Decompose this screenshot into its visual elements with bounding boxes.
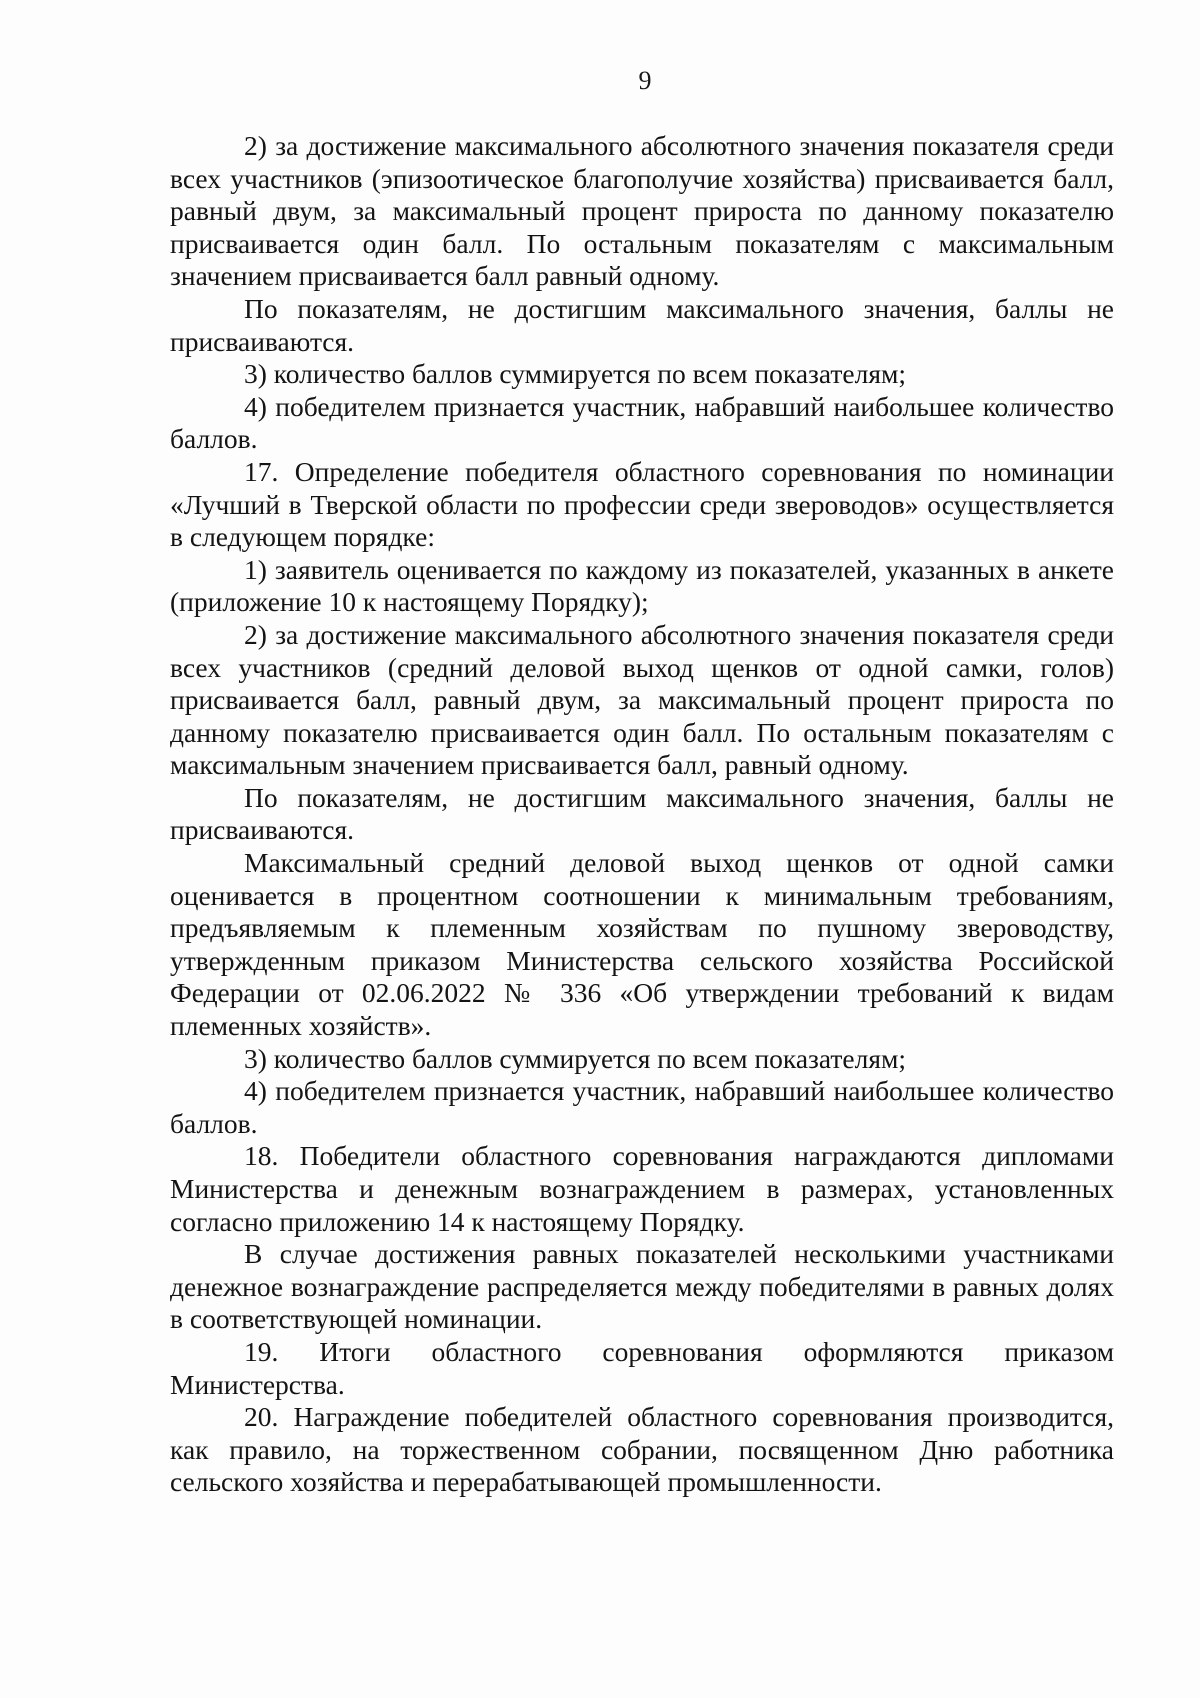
paragraph: По показателям, не достигшим максимального значения, баллы не присваиваются. [170,292,1114,357]
paragraph: 3) количество баллов суммируется по всем показателям; [244,358,907,390]
document-body [170,130,1114,1499]
page-number: 9 [638,66,652,95]
paragraph: 3) количество баллов суммируется по всем показателям; [244,1042,907,1074]
paragraph: 4) победителем признается участник, набравший наибольшее количество баллов. [170,1075,1114,1139]
paragraph: 17. Определение победителя областного соревнования по номинации «Лучший в Тверской области по профессии среди звероводов» осуществляется в следующем порядке: [170,455,1114,553]
paragraph: 4) победителем признается участник, набравший наибольшее количество баллов. [170,390,1114,455]
paragraph: В случае достижения равных показателей несколькими участниками денежное вознаграждение распределяется между победителями в равных долях в соответствующей номинации. [170,1238,1114,1335]
paragraph: 1) заявитель оценивается по каждому из показателей, указанных в анкете (приложение 10 к настоящему Порядку); [170,553,1114,618]
paragraph: 19. Итоги областного соревнования оформляются приказом Министерства. [170,1335,1114,1400]
paragraph: По показателям, не достигшим максимального значения, баллы не присваиваются. [170,781,1114,846]
paragraph: 18. Победители областного соревнования награждаются дипломами Министерства и денежным вознаграждением в размерах, установленных согласно приложению 14 к настоящему Порядку. [170,1140,1114,1237]
paragraph: 20. Награждение победителей областного соревнования производится, как правило, на торжественном собрании, посвященном Дню работника сельского хозяйства и перерабатывающей промышленности. [170,1401,1114,1498]
paragraph: Максимальный средний деловой выход щенков от одной самки оценивается в процентном соотношении к минимальным требованиям, предъявляемым к племенным хозяйствам по пушному звероводству, утвержденным приказом Министерства сельского хозяйства Российской Федерации от 02.06.2022 № 336 «Об утверждении требований к видам племенных хозяйств». [170,847,1114,1042]
paragraph: 2) за достижение максимального абсолютного значения показателя среди всех участников (эпизоотическое благополучие хозяйства) присваивается балл, равный двум, за максимальный процент прироста по данному показателю присваивается один балл. По остальным показателям с максимальным значением присваивается балл равный одному. [170,130,1114,292]
paragraph: 2) за достижение максимального абсолютного значения показателя среди всех участников (средний деловой выход щенков от одной самки, голов) присваивается балл, равный двум, за максимальный процент прироста по данному показателю присваивается один балл. По остальным показателям с максимальным значением присваивается балл, равный одному. [170,618,1114,781]
